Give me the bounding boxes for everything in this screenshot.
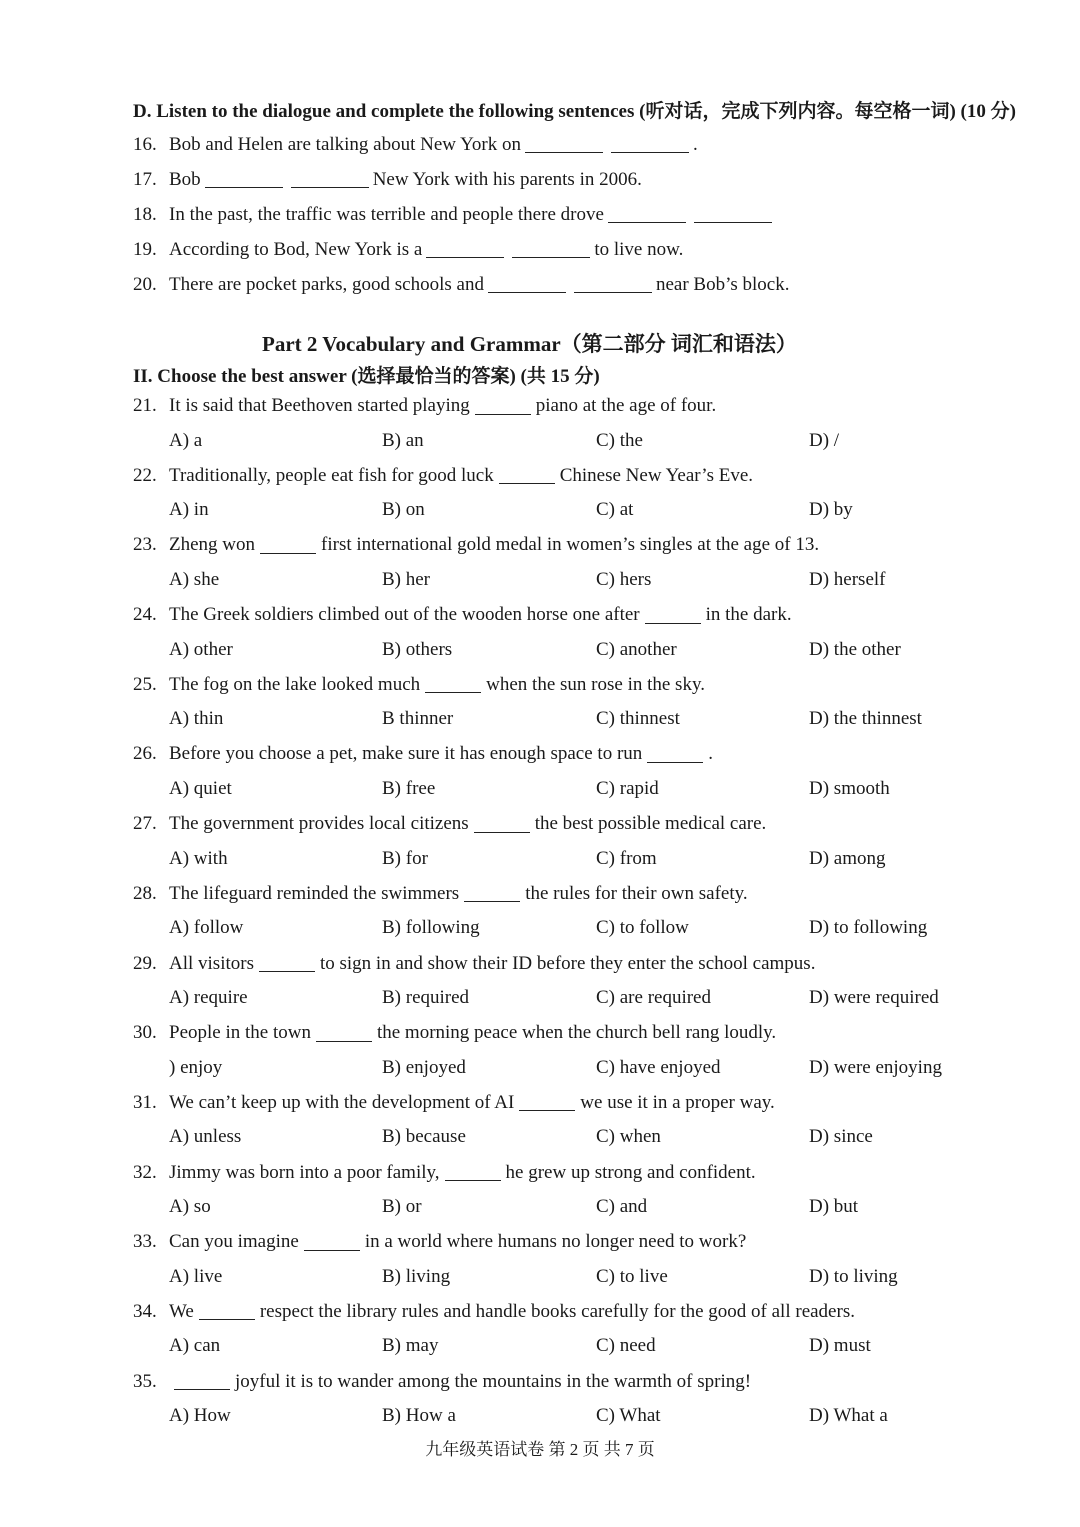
option-c[interactable]: C) are required <box>596 987 711 1008</box>
question-35 <box>133 1365 1033 1435</box>
question-31 <box>133 1086 1033 1156</box>
section-d-header: D. Listen to the dialogue and complete the following sentences (听对话，完成下列内容。每空格一词) (10 分) <box>133 101 1016 122</box>
option-c[interactable]: C) at <box>596 499 634 521</box>
option-a[interactable]: A) can <box>169 1335 221 1357</box>
options-row <box>133 981 1033 1016</box>
option-a[interactable]: A) a <box>169 429 203 451</box>
options-row <box>133 771 1033 806</box>
sentence-text: There are pocket parks, good schools and <box>169 273 484 295</box>
sentence-text: New York with his parents in 2006. <box>372 168 642 190</box>
option-c[interactable]: C) to follow <box>596 917 689 939</box>
answer-blank <box>199 1303 255 1320</box>
stem-text: The lifeguard reminded the swimmers <box>169 882 460 904</box>
option-d[interactable]: D) but <box>809 1196 859 1218</box>
option-a[interactable]: A) in <box>169 499 209 521</box>
option-c[interactable]: C) have enjoyed <box>596 1056 721 1078</box>
option-a[interactable]: ) enjoy <box>169 1056 223 1078</box>
option-a[interactable]: A) require <box>169 987 248 1008</box>
option-b[interactable]: B) for <box>382 847 428 869</box>
option-b[interactable]: B) free <box>382 777 436 799</box>
part-title: Part 2 Vocabulary and Grammar（第二部分 词汇和语法） <box>262 332 797 356</box>
stem-text: respect the library rules and handle books carefully for the good of all readers. <box>259 1300 855 1322</box>
answer-blank <box>304 1234 360 1251</box>
answer-blank[interactable] <box>611 136 689 153</box>
question-number: 29. <box>133 952 157 974</box>
question-number: 24. <box>133 604 157 626</box>
stem-text: We can’t keep up with the development of AI <box>169 1091 515 1113</box>
answer-blank[interactable] <box>291 171 369 188</box>
option-d[interactable]: D) were enjoying <box>809 1056 942 1078</box>
stem-text: . <box>708 743 714 765</box>
stem-text: Can you imagine <box>169 1231 299 1253</box>
question-number: 18. <box>133 203 157 225</box>
option-a[interactable]: A) so <box>169 1196 211 1218</box>
question-24 <box>133 598 1033 668</box>
options-row <box>133 1120 1033 1155</box>
sentence-text: near Bob’s block. <box>655 273 790 295</box>
stem-text: Jimmy was born into a poor family, <box>169 1161 440 1183</box>
option-c[interactable]: C) from <box>596 847 657 869</box>
option-c[interactable]: C) need <box>596 1335 656 1357</box>
options-row <box>133 493 1033 528</box>
question-stem <box>133 528 1033 562</box>
question-number: 27. <box>133 813 157 835</box>
option-a[interactable]: A) How <box>169 1405 231 1427</box>
option-a[interactable]: A) she <box>169 568 220 590</box>
stem-text: Chinese New Year’s Eve. <box>559 464 754 486</box>
option-b[interactable]: B thinner <box>382 708 454 730</box>
question-number: 17. <box>133 168 157 190</box>
question-34 <box>133 1295 1033 1365</box>
options-row <box>133 632 1033 667</box>
option-a[interactable]: A) unless <box>169 1126 242 1148</box>
section-ii-header: II. Choose the best answer (选择最恰当的答案) (共 15 分) <box>133 366 600 387</box>
option-d[interactable]: D) by <box>809 499 853 521</box>
option-a[interactable]: A) with <box>169 847 228 869</box>
option-a[interactable]: A) quiet <box>169 777 232 799</box>
question-25 <box>133 668 1033 738</box>
answer-blank <box>475 398 531 415</box>
question-number: 33. <box>133 1231 157 1253</box>
options-row <box>133 702 1033 737</box>
fill-item-20 <box>133 267 1033 302</box>
answer-blank[interactable] <box>525 136 603 153</box>
answer-blank <box>647 746 703 763</box>
stem-text: in the dark. <box>705 604 792 626</box>
question-stem <box>133 947 1033 981</box>
question-number: 22. <box>133 464 157 486</box>
question-23 <box>133 528 1033 598</box>
stem-text: to sign in and show their ID before they enter the school campus. <box>319 952 816 974</box>
stem-text: first international gold medal in women’s singles at the age of 13. <box>321 534 820 556</box>
stem-text: piano at the age of four. <box>535 395 717 416</box>
option-d[interactable]: D) were required <box>809 987 939 1008</box>
question-number: 26. <box>133 743 157 765</box>
option-b[interactable]: B) How a <box>382 1405 456 1427</box>
option-d[interactable]: D) the thinnest <box>809 708 922 730</box>
question-number: 19. <box>133 238 157 260</box>
question-number: 34. <box>133 1300 157 1322</box>
option-d[interactable]: D) since <box>809 1126 873 1148</box>
stem-text: The fog on the lake looked much <box>169 673 421 695</box>
question-number: 21. <box>133 395 157 416</box>
stem-text: People in the town <box>169 1022 311 1044</box>
question-number: 20. <box>133 273 157 295</box>
answer-blank <box>174 1373 230 1390</box>
options-row <box>133 562 1033 597</box>
question-stem <box>133 459 1033 493</box>
question-stem <box>133 598 1033 632</box>
option-c[interactable]: C) when <box>596 1126 661 1148</box>
option-c[interactable]: C) What <box>596 1405 661 1427</box>
options-row <box>133 911 1033 946</box>
question-number: 28. <box>133 882 157 904</box>
option-d[interactable]: D) / <box>809 429 840 451</box>
answer-blank <box>259 955 315 972</box>
option-a[interactable]: A) follow <box>169 917 244 939</box>
stem-text: All visitors <box>169 952 254 974</box>
answer-blank <box>499 467 555 484</box>
question-number: 35. <box>133 1370 157 1392</box>
question-22 <box>133 459 1033 529</box>
question-32 <box>133 1156 1033 1226</box>
option-b[interactable]: B) required <box>382 987 470 1008</box>
sentence-text: In the past, the traffic was terrible and people there drove <box>169 203 604 225</box>
answer-blank[interactable] <box>488 276 566 293</box>
answer-blank[interactable] <box>574 276 652 293</box>
options-row <box>133 841 1033 876</box>
page-footer: 九年级英语试卷 第 2 页 共 7 页 <box>425 1440 655 1459</box>
option-a[interactable]: A) thin <box>169 708 224 730</box>
question-number: 30. <box>133 1022 157 1044</box>
stem-text: The Greek soldiers climbed out of the wooden horse one after <box>169 604 640 626</box>
question-number: 25. <box>133 673 157 695</box>
answer-blank <box>316 1025 372 1042</box>
question-stem <box>133 1225 1033 1259</box>
answer-blank <box>474 816 530 833</box>
answer-blank[interactable] <box>608 206 686 223</box>
answer-blank[interactable] <box>694 206 772 223</box>
question-28 <box>133 877 1033 947</box>
stem-text: we use it in a proper way. <box>580 1091 775 1113</box>
option-b[interactable]: B) enjoyed <box>382 1056 466 1078</box>
question-number: 32. <box>133 1161 157 1183</box>
option-d[interactable]: D) to living <box>809 1265 898 1287</box>
question-stem <box>133 1156 1033 1190</box>
option-c[interactable]: C) another <box>596 638 677 660</box>
option-c[interactable]: C) and <box>596 1196 648 1218</box>
question-stem <box>133 1365 1033 1399</box>
answer-blank <box>464 885 520 902</box>
question-33 <box>133 1225 1033 1295</box>
option-b[interactable]: B) living <box>382 1265 451 1287</box>
question-number: 23. <box>133 534 157 556</box>
option-d[interactable]: D) smooth <box>809 777 890 799</box>
section-d-list <box>133 127 1033 302</box>
question-number: 16. <box>133 133 157 155</box>
section-ii-list <box>133 389 1033 1434</box>
stem-text: the morning peace when the church bell rang loudly. <box>376 1022 777 1044</box>
option-d[interactable]: D) the other <box>809 638 901 660</box>
option-b[interactable]: B) following <box>382 917 480 939</box>
option-b[interactable]: B) or <box>382 1196 422 1218</box>
sentence-text: According to Bod, New York is a <box>169 238 423 260</box>
question-number: 31. <box>133 1091 157 1113</box>
options-row <box>133 1399 1033 1434</box>
question-stem <box>133 1016 1033 1050</box>
options-row <box>133 423 1033 458</box>
option-c[interactable]: C) to live <box>596 1265 668 1287</box>
question-29 <box>133 947 1033 1017</box>
option-d[interactable]: D) What a <box>809 1405 888 1427</box>
option-a[interactable]: A) live <box>169 1265 223 1287</box>
question-stem <box>133 877 1033 911</box>
answer-blank[interactable] <box>426 241 504 258</box>
option-b[interactable]: B) her <box>382 568 431 590</box>
question-stem <box>133 737 1033 771</box>
question-30 <box>133 1016 1033 1086</box>
answer-blank <box>645 607 701 624</box>
option-c[interactable]: C) rapid <box>596 777 659 799</box>
answer-blank <box>425 676 481 693</box>
question-stem <box>133 668 1033 702</box>
option-b[interactable]: B) may <box>382 1335 439 1357</box>
stem-text: Traditionally, people eat fish for good luck <box>169 464 494 486</box>
option-a[interactable]: A) other <box>169 638 233 660</box>
answer-blank <box>260 537 316 554</box>
stem-text: It is said that Beethoven started playing <box>169 395 470 416</box>
fill-item-18 <box>133 197 1033 232</box>
question-stem <box>133 1295 1033 1329</box>
answer-blank <box>445 1164 501 1181</box>
answer-blank <box>519 1094 575 1111</box>
stem-text: Zheng won <box>169 534 256 556</box>
option-d[interactable]: D) herself <box>809 568 886 590</box>
stem-text: the best possible medical care. <box>534 813 767 835</box>
stem-text: he grew up strong and confident. <box>505 1161 756 1183</box>
options-row <box>133 1190 1033 1225</box>
question-stem <box>133 807 1033 841</box>
stem-text: Before you choose a pet, make sure it has enough space to run <box>169 743 643 765</box>
options-row <box>133 1259 1033 1294</box>
sentence-text: Bob and Helen are talking about New York on <box>169 133 521 155</box>
question-27 <box>133 807 1033 877</box>
option-d[interactable]: D) to following <box>809 917 928 939</box>
fill-item-17 <box>133 162 1033 197</box>
option-b[interactable]: B) an <box>382 429 424 451</box>
option-d[interactable]: D) must <box>809 1335 871 1357</box>
option-b[interactable]: B) on <box>382 499 425 521</box>
stem-text: The government provides local citizens <box>169 813 469 835</box>
stem-text: joyful it is to wander among the mountains in the warmth of spring! <box>235 1370 752 1392</box>
fill-item-19 <box>133 232 1033 267</box>
options-row <box>133 1329 1033 1364</box>
option-c[interactable]: C) the <box>596 429 643 451</box>
question-26 <box>133 737 1033 807</box>
sentence-text: to live now. <box>594 238 684 260</box>
option-b[interactable]: B) others <box>382 638 453 660</box>
option-d[interactable]: D) among <box>809 847 886 869</box>
stem-text: when the sun rose in the sky. <box>486 673 705 695</box>
question-stem <box>133 389 1033 423</box>
options-row <box>133 1050 1033 1085</box>
option-b[interactable]: B) because <box>382 1126 466 1148</box>
option-c[interactable]: C) hers <box>596 568 652 590</box>
question-stem <box>133 1086 1033 1120</box>
fill-item-16 <box>133 127 1033 162</box>
question-21 <box>133 389 1033 459</box>
stem-text: We <box>169 1300 194 1322</box>
sentence-text: Bob <box>169 168 201 190</box>
sentence-text: . <box>692 133 698 155</box>
option-c[interactable]: C) thinnest <box>596 708 680 730</box>
stem-text: the rules for their own safety. <box>525 882 748 904</box>
stem-text: in a world where humans no longer need to work? <box>364 1231 747 1253</box>
answer-blank[interactable] <box>512 241 590 258</box>
answer-blank[interactable] <box>205 171 283 188</box>
